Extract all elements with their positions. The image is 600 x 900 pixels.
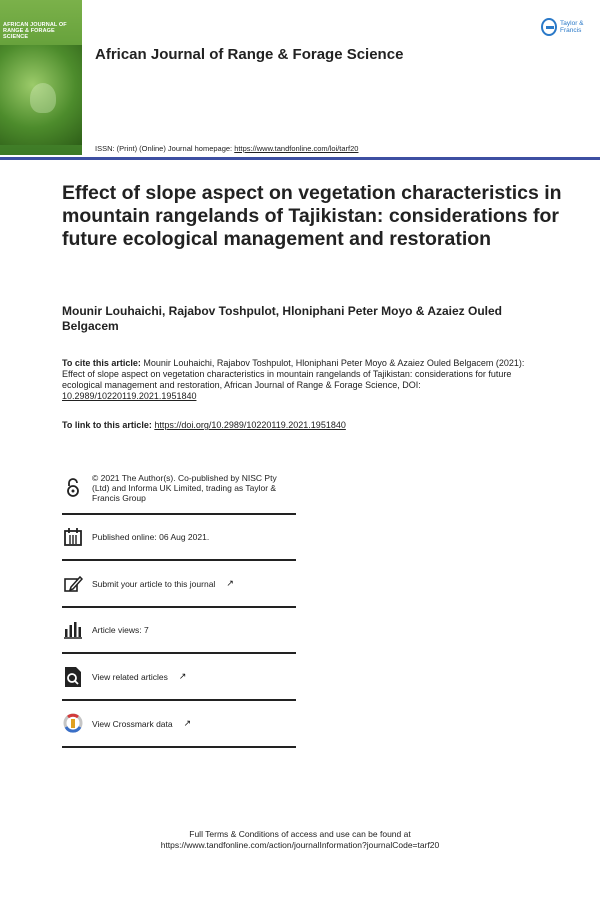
publisher-logo-text: Taylor & Francis bbox=[560, 20, 584, 34]
journal-cover-image[interactable] bbox=[0, 0, 82, 155]
open-access-license bbox=[62, 467, 296, 515]
bar-chart-icon bbox=[62, 619, 84, 641]
article-views bbox=[62, 608, 296, 654]
published-date bbox=[62, 515, 296, 561]
cover-photo bbox=[0, 45, 82, 145]
published-text: Published online: 06 Aug 2021. bbox=[92, 532, 210, 542]
crossmark-icon bbox=[62, 713, 84, 735]
article-doi-link[interactable]: https://doi.org/10.2989/10220119.2021.1951840 bbox=[154, 420, 346, 430]
submit-article-link[interactable] bbox=[62, 561, 296, 608]
calendar-icon bbox=[62, 526, 84, 548]
external-link-icon: ↗ bbox=[183, 718, 192, 728]
article-link-line bbox=[62, 420, 346, 430]
crossmark-link[interactable] bbox=[62, 701, 296, 748]
issn-label: ISSN: (Print) (Online) Journal homepage: bbox=[95, 144, 235, 153]
open-access-icon bbox=[62, 477, 84, 499]
views-text: Article views: 7 bbox=[92, 625, 149, 635]
taylor-francis-logo-icon bbox=[541, 18, 557, 36]
external-link-icon: ↗ bbox=[226, 578, 234, 588]
citation bbox=[62, 358, 542, 402]
article-authors: Mounir Louhaichi, Rajabov Toshpulot, Hloniphani Peter Moyo & Azaiez Ouled Belgacem bbox=[62, 304, 503, 333]
article-title: Effect of slope aspect on vegetation characteristics in mountain rangelands of Tajikistan: considerations for future ecological management and restoration bbox=[62, 182, 562, 250]
issn-line bbox=[95, 144, 358, 153]
link-label: To link to this article: bbox=[62, 420, 155, 430]
article-meta-list bbox=[62, 467, 296, 748]
terms-footer bbox=[0, 829, 600, 851]
related-articles-link[interactable] bbox=[62, 654, 296, 701]
document-header bbox=[0, 0, 600, 160]
crossmark-text: View Crossmark data bbox=[92, 718, 173, 729]
edit-icon bbox=[62, 573, 84, 595]
cover-title: AFRICAN JOURNAL OF RANGE & FORAGE SCIENCE bbox=[3, 22, 67, 40]
external-link-icon: ↗ bbox=[178, 671, 187, 681]
citation-text: Mounir Louhaichi, Rajabov Toshpulot, Hloniphani Peter Moyo & Azaiez Ouled Belgacem (2021): Effect of slope aspect on vegetation characteristics in mountain rangelands of Tajikistan: considerations for future ecological management and restoration, African Journal of Range & Forage Science, DOI: bbox=[62, 358, 525, 390]
license-text: © 2021 The Author(s). Co-published by NISC Pty (Ltd) and Informa UK Limited, trading as Taylor & Francis Group bbox=[92, 473, 277, 503]
citation-label: To cite this article: bbox=[62, 358, 141, 368]
related-text: View related articles bbox=[92, 671, 168, 682]
journal-homepage-link[interactable]: https://www.tandfonline.com/loi/tarf20 bbox=[234, 144, 359, 153]
journal-info-link[interactable]: https://www.tandfonline.com/action/journalInformation?journalCode=tarf20 bbox=[160, 840, 440, 850]
citation-doi-link[interactable]: 10.2989/10220119.2021.1951840 bbox=[62, 391, 197, 401]
submit-text: Submit your article to this journal bbox=[92, 578, 216, 589]
search-document-icon bbox=[62, 666, 84, 688]
header-rule bbox=[0, 157, 600, 160]
publisher-logo[interactable] bbox=[541, 18, 600, 36]
terms-line: Full Terms & Conditions of access and use can be found at bbox=[189, 829, 411, 839]
journal-title: African Journal of Range & Forage Science bbox=[95, 46, 404, 63]
